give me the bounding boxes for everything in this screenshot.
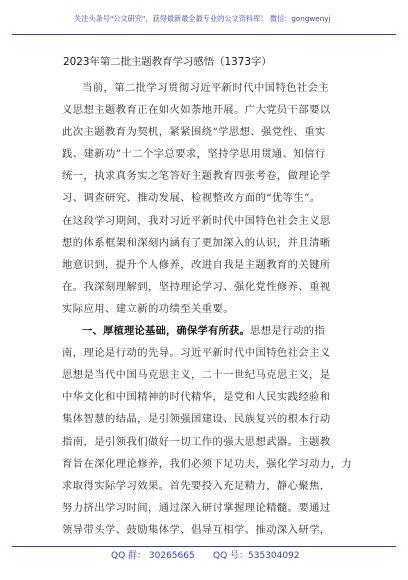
body-line-text: 践、建新功”十二个字总要求，坚持学思用贯通、知信行: [62, 148, 326, 161]
body-line: [62, 298, 344, 320]
footer-qq-number: QQ 号：535304092: [213, 551, 300, 561]
body-line: [62, 276, 344, 298]
body-line-text: 思想是行动的指: [249, 325, 326, 338]
body-line-text: 中华文化和中国精神的时代精华，是党和人民实践经验和: [62, 391, 331, 404]
body-line: [62, 143, 344, 165]
body-line: [62, 210, 344, 232]
body-line-text: 在这段学习期间，我对习近平新时代中国特色社会主义思: [62, 214, 331, 227]
body-line: [62, 165, 344, 187]
body-line: [62, 121, 344, 143]
body-line-text: 领导带头学、鼓励集体学、倡导互相学、推动深入研学，: [62, 523, 331, 536]
body-line: [62, 453, 353, 475]
body-line: [62, 431, 344, 453]
body-line-text: 当前，第二批学习贯彻习近平新时代中国特色社会主: [82, 82, 330, 94]
body-line-text: 集体智慧的结晶，是引领强国建设、民族复兴的根本行动: [62, 413, 331, 426]
body-line-text: 想的体系框架和深刻内涵有了更加深入的认识，并且清晰: [62, 236, 331, 249]
header-banner: 关注头条号"公文研究"，获得最新最全最专业的公文资料库！ 微信：gongwenyj: [74, 14, 331, 23]
body-line-text: 义思想主题教育正在如火如荼地开展。广大党员干部要以: [62, 104, 331, 117]
header-divider: [12, 34, 396, 35]
section-heading: 一、厚植理论基础，确保学有所获。: [82, 325, 250, 338]
body-line: [62, 232, 344, 254]
body-line-text: 在。我深刻理解到，坚持理论学习、强化党性修养、重视: [62, 280, 331, 293]
body-line: [62, 99, 344, 121]
body-line-text: 习、调查研究、推动发展、检视整改方面的“优等生”。: [62, 192, 321, 205]
body-line: [62, 320, 344, 342]
body-line: [62, 187, 344, 209]
body-line: [62, 364, 344, 386]
body-line: [62, 408, 344, 430]
body-line: [62, 497, 344, 519]
body-line-text: 求取得实际学习效果。首先要投入充足精力，静心聚焦，: [62, 479, 331, 492]
body-line-text: 实际应用、建立新的功绩至关重要。: [62, 302, 234, 315]
body-line: [62, 77, 344, 99]
body-line: [62, 475, 344, 497]
footer-qq-group: QQ 群： 30265665: [111, 551, 195, 561]
footer-divider: [12, 546, 396, 547]
document-title: 2023年第二批主题教育学习感悟（1373字）: [63, 56, 272, 68]
body-line-text: 努力挤出学习时间，通过深入研讨掌握理论精髓。要通过: [62, 501, 331, 514]
body-line-text: 统一，执求真务实之笔答好主题教育四张考卷，做理论学: [62, 170, 331, 183]
body-line-text: 地意识到，提升个人修养，改进自我是主题教育的关键所: [62, 258, 331, 271]
body-line-text: 思想是当代中国马克思主义，二十一世纪马克思主义，是: [62, 369, 331, 382]
body-line-text: 南，理论是行动的先导。习近平新时代中国特色社会主义: [62, 347, 331, 360]
body-line: [62, 386, 344, 408]
body-line-text: 育旨在深化理论修养，我们必须下足功夫，强化学习动力，力: [62, 457, 353, 470]
body-line: [62, 519, 344, 541]
body-line: [62, 254, 344, 276]
body-line-text: 指南，是引领我们做好一切工作的强大思想武器。主题教: [62, 435, 331, 448]
body-line: [62, 342, 344, 364]
document-body: [62, 77, 353, 541]
body-line-text: 此次主题教育为契机，紧紧围绕“学思想、强党性、重实: [62, 126, 326, 139]
